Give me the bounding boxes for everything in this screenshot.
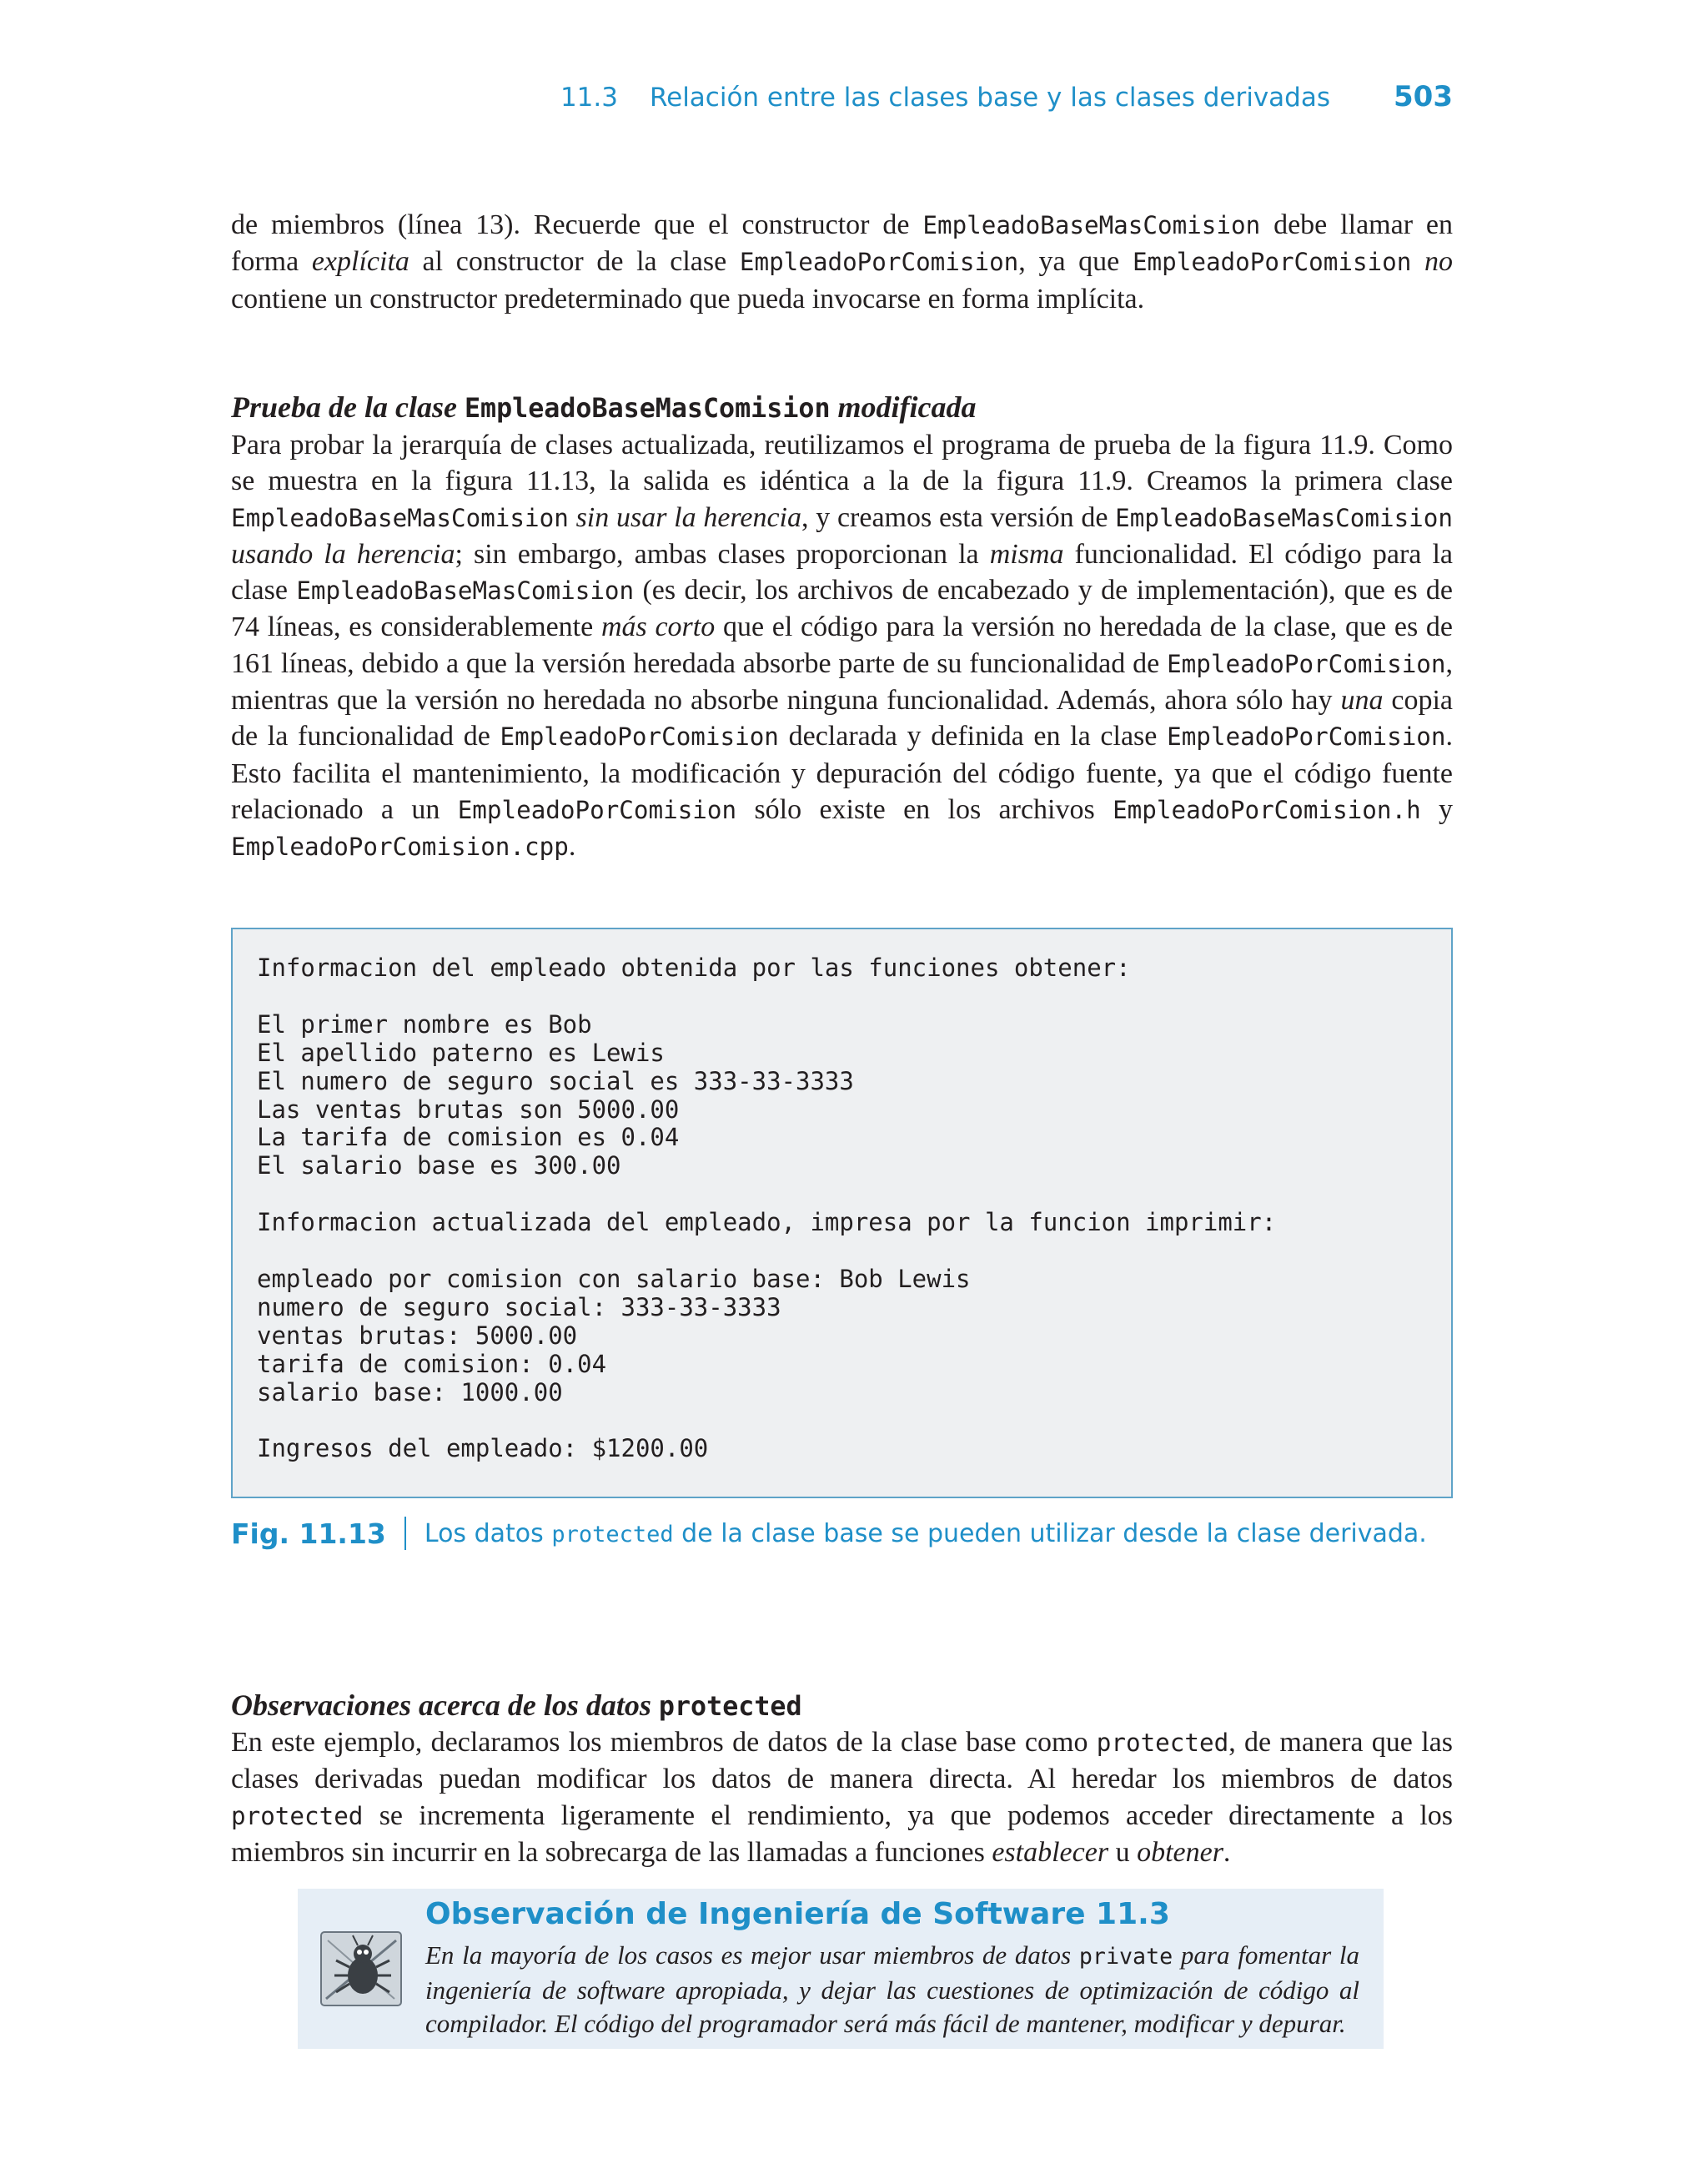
section-title: Relación entre las clases base y las clases derivadas bbox=[649, 83, 1331, 113]
program-output-text: Informacion del empleado obtenida por las funciones obtener: El primer nombre es Bob El apellido paterno es Lewis El numero de seguro social es 333-33-3333 Las ventas brutas son 5000.00 La tarifa de comision es 0.04 El salario base es 300.00 Informacion actualizada del empleado, impresa por la funcion imprimir: empleado por comision con salario base: Bob Lewis numero de seguro social: 333-33-3333 ventas brutas: 5000.00 tarifa de comision: 0.04 salario base: 1000.00 Ingresos del empleado: $1200.00 bbox=[257, 954, 1277, 1463]
program-output-box bbox=[231, 928, 1453, 1498]
figure-caption-text: Los datos protected de la clase base se pueden utilizar desde la clase derivada. bbox=[424, 1518, 1427, 1548]
section-heading-prueba: Prueba de la clase EmpleadoBaseMasComision modificada bbox=[231, 390, 977, 424]
section-number: 11.3 bbox=[560, 83, 618, 113]
intro-paragraph: de miembros (línea 13). Recuerde que el constructor de EmpleadoBaseMasComision debe llamar en forma explícita al constructor de la clase EmpleadoPorComision, ya que EmpleadoPorComision no contiene un constructor predeterminado que pueda invocarse en forma implícita. bbox=[231, 209, 1454, 315]
caption-divider bbox=[404, 1517, 406, 1550]
software-engineering-bug-icon bbox=[316, 1924, 406, 2014]
page-number: 503 bbox=[1394, 80, 1453, 113]
tip-title: Observación de Ingeniería de Software 11.3 bbox=[425, 1897, 1170, 1931]
software-engineering-tip bbox=[298, 1889, 1384, 2049]
tip-text: En la mayoría de los casos es mejor usar miembros de datos private para fomentar la ingeniería de software apropiada, y dejar las cuestiones de optimización de código al compilador. El código del programador será más fácil de mantener, modificar y depurar. bbox=[425, 1940, 1360, 2038]
figure-label: Fig. 11.13 bbox=[231, 1517, 386, 1550]
figure-caption bbox=[231, 1517, 1453, 1550]
running-head bbox=[231, 80, 1453, 113]
section-paragraph-prueba: Para probar la jerarquía de clases actualizada, reutilizamos el programa de prueba de la figura 11.9. Como se muestra en la figura 11.13, la salida es idéntica a la de la figura 11.9. Creamos la primera clase EmpleadoBaseMasComision sin usar la herencia, y creamos esta versión de EmpleadoBaseMasComision usando la herencia; sin embargo, ambas clases proporcionan la misma funcionalidad. El código para la clase EmpleadoBaseMasComision (es decir, los archivos de encabezado y de implementación), que es de 74 líneas, es considerablemente más corto que el código para la versión no heredada de la clase, que es de 161 líneas, debido a que la versión heredada absorbe parte de su funcionalidad de EmpleadoPorComision, mientras que la versión no heredada no absorbe ninguna funcionalidad. Además, ahora sólo hay una copia de la funcionalidad de EmpleadoPorComision declarada y definida en la clase EmpleadoPorComision. Esto facilita el mantenimiento, la modificación y depuración del código fuente, ya que el código fuente relacionado a un EmpleadoPorComision sólo existe en los archivos EmpleadoPorComision.h y EmpleadoPorComision.cpp. bbox=[231, 430, 1454, 863]
section-heading-observaciones: Observaciones acerca de los datos protected bbox=[231, 1688, 802, 1722]
section-paragraph-observaciones: En este ejemplo, declaramos los miembros de datos de la clase base como protected, de manera que las clases derivadas puedan modificar los datos de manera directa. Al heredar los miembros de datos protected se incrementa ligeramente el rendimiento, ya que podemos acceder directamente a los miembros sin incurrir en la sobrecarga de las llamadas a funciones establecer u obtener. bbox=[231, 1727, 1453, 1868]
